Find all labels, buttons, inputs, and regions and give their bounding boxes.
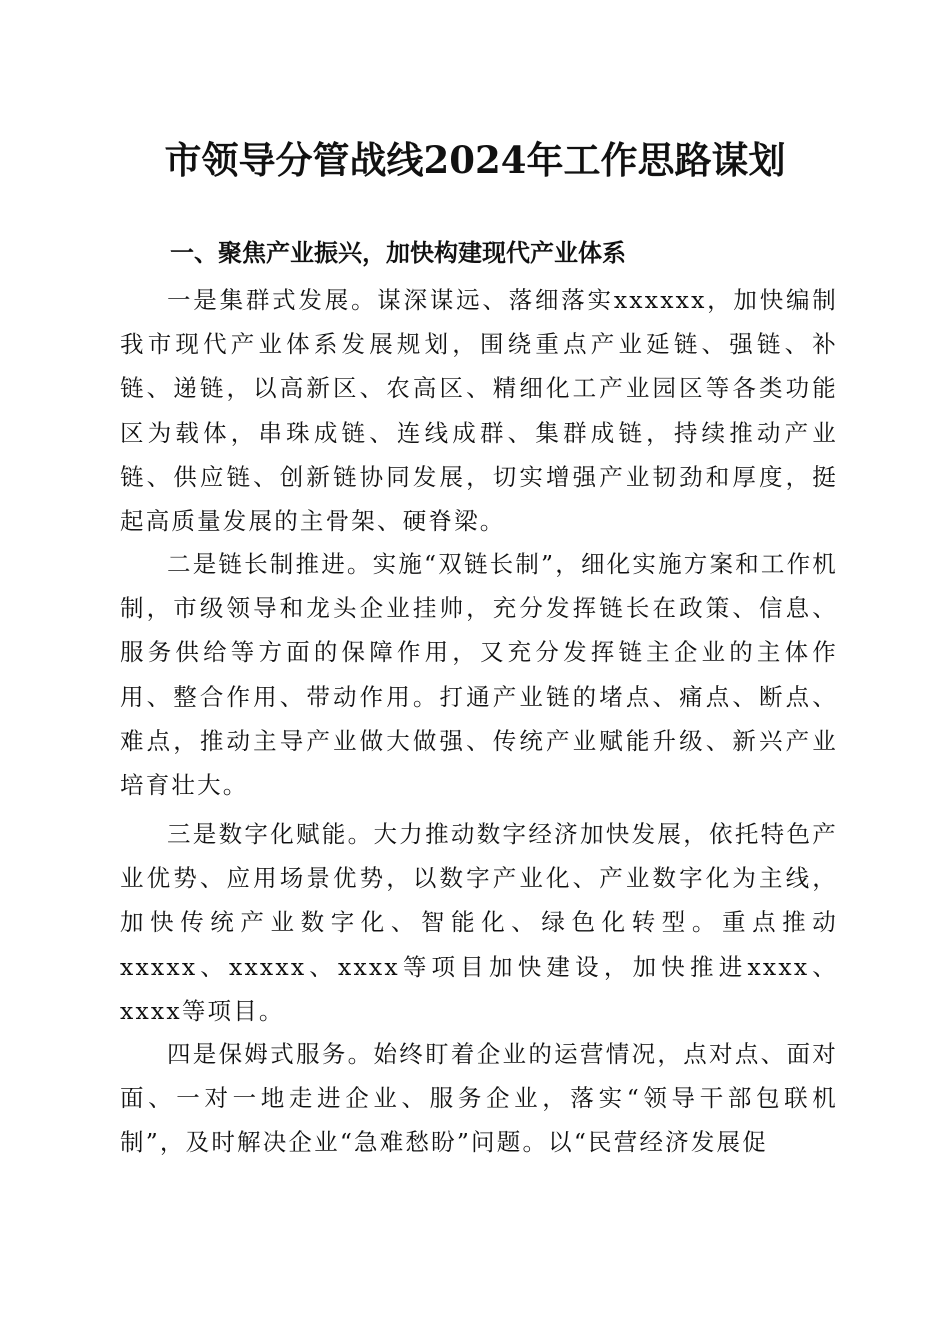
paragraph-lead: 四是保姆式服务。 <box>167 1040 374 1068</box>
paragraph-lead: 三是数字化赋能。 <box>167 820 374 848</box>
paragraph-text: 实施“双链长制”，细化实施方案和工作机制，市级领导和龙头企业挂帅，充分发挥链长在政策、信息、服务供给等方面的保障作用，又充分发挥链主企业的主体作用、整合作用、带动作用。打通产业链的堵点、痛点、断点、难点，推动主导产业做大做强、传统产业赋能升级、新兴产业培育壮大。 <box>120 550 838 800</box>
paragraph-text: 大力推动数字经济加快发展，依托特色产业优势、应用场景优势，以数字产业化、产业数字化为主线，加快传统产业数字化、智能化、绿色化转型。重点推动xxxxx、xxxxx、xxxx等项目加快建设，加快推进xxxx、xxxx等项目。 <box>120 820 838 1025</box>
paragraph-cluster-development <box>120 278 838 543</box>
paragraph-lead: 一是集群式发展。 <box>167 286 378 314</box>
section-heading: 一、聚焦产业振兴，加快构建现代产业体系 <box>170 239 626 267</box>
document-title: 市领导分管战线2024年工作思路谋划 <box>164 138 786 182</box>
paragraph-text: 谋深谋远、落细落实xxxxxx，加快编制我市现代产业体系发展规划，围绕重点产业延链、强链、补链、递链，以高新区、农高区、精细化工产业园区等各类功能区为载体，串珠成链、连线成群、集群成链，持续推动产业链、供应链、创新链协同发展，切实增强产业韧劲和厚度，挺起高质量发展的主骨架、硬脊梁。 <box>120 286 838 536</box>
paragraph-digital-empowerment <box>120 812 838 1033</box>
paragraph-lead: 二是链长制推进。 <box>167 550 373 578</box>
paragraph-chain-leader <box>120 542 838 807</box>
paragraph-nanny-service <box>120 1032 838 1165</box>
paragraph-text: 始终盯着企业的运营情况，点对点、面对面、一对一地走进企业、服务企业，落实“领导干部包联机制”，及时解决企业“急难愁盼”问题。以“民营经济发展促 <box>120 1040 838 1157</box>
